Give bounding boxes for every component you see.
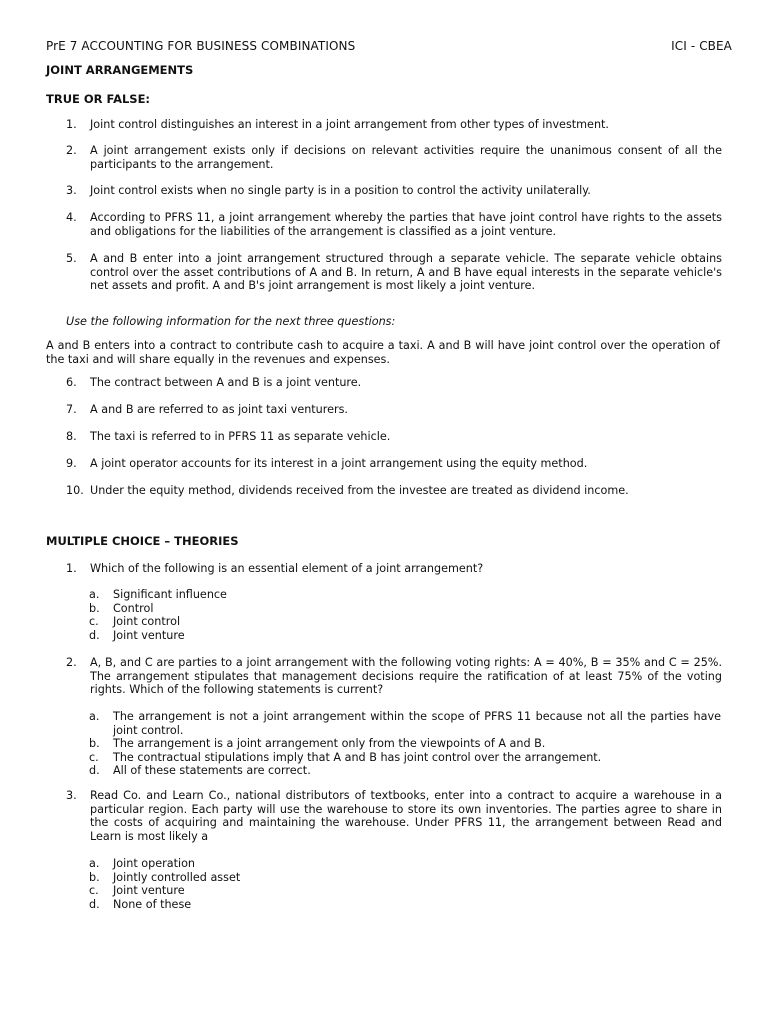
option-letter: a.	[89, 710, 100, 723]
tf-item	[66, 430, 722, 444]
option-letter: b.	[89, 601, 100, 615]
option-text: Control	[113, 601, 154, 615]
question-text: Read Co. and Learn Co., national distributors of textbooks, enter into a contract to acquire a warehouse in a particular region. Each party will use the warehouse to store its own inventories. The parties agree to share in the costs of acquiring and maintaining the warehouse. Under PFRS 11, the arrangement between Read and Learn is most likely a	[90, 789, 722, 843]
item-text: The taxi is referred to in PFRS 11 as separate vehicle.	[90, 430, 391, 443]
item-text: Joint control distinguishes an interest in a joint arrangement from other types of investment.	[90, 118, 609, 131]
option-letter: d.	[89, 897, 100, 911]
item-number: 1.	[66, 118, 77, 131]
mc-question	[66, 562, 722, 576]
item-number: 3.	[66, 184, 77, 197]
item-number: 8.	[66, 430, 77, 443]
instructions-text: Use the following information for the next three questions:	[66, 315, 396, 328]
case-paragraph: A and B enters into a contract to contribute cash to acquire a taxi. A and B will have joint control over the operation of the taxi and will share equally in the revenues and expenses.	[46, 339, 720, 366]
answer-option	[89, 871, 721, 885]
option-letter: c.	[89, 615, 99, 629]
tf-item	[66, 118, 722, 132]
answer-option	[89, 857, 721, 871]
item-text: A joint arrangement exists only if decisions on relevant activities require the unanimous consent of all the participants to the arrangement.	[90, 144, 722, 171]
option-text: All of these statements are correct.	[113, 764, 311, 778]
answer-options	[89, 710, 721, 778]
answer-option	[89, 588, 721, 602]
option-letter: a.	[89, 857, 100, 870]
multiple-choice-heading: MULTIPLE CHOICE – THEORIES	[46, 534, 239, 548]
answer-option	[89, 629, 721, 643]
mc-question	[66, 656, 722, 697]
option-text: None of these	[113, 897, 192, 911]
answer-option	[89, 884, 721, 898]
item-number: 10.	[66, 484, 84, 497]
option-text: Joint control	[113, 615, 181, 629]
item-number: 9.	[66, 457, 77, 470]
option-text: Joint operation	[113, 857, 195, 870]
item-text: A joint operator accounts for its interest in a joint arrangement using the equity method.	[90, 457, 588, 470]
tf-item	[66, 252, 722, 293]
option-text: The arrangement is not a joint arrangement within the scope of PFRS 11 because not all the parties have joint control.	[113, 710, 721, 737]
option-letter: d.	[89, 764, 100, 778]
answer-option	[89, 615, 721, 629]
option-text: Joint venture	[113, 884, 185, 898]
option-letter: d.	[89, 628, 100, 642]
item-text: Under the equity method, dividends received from the investee are treated as dividend income.	[90, 484, 629, 497]
page-header	[46, 40, 732, 54]
option-text: Jointly controlled asset	[113, 870, 241, 884]
institution-label: ICI - CBEA	[671, 39, 732, 53]
tf-item	[66, 144, 722, 171]
item-text: Joint control exists when no single party is in a position to control the activity unilaterally.	[90, 184, 591, 197]
option-text: Significant influence	[113, 588, 227, 601]
option-letter: b.	[89, 737, 100, 751]
item-number: 7.	[66, 403, 77, 416]
answer-option	[89, 602, 721, 616]
question-text: A, B, and C are parties to a joint arrangement with the following voting rights: A = 40%, B = 35% and C = 25%. The arrangement stipulates that management decisions require the ratification of at least 75% of the voting rights. Which of the following statements is current?	[90, 656, 722, 697]
answer-option	[89, 898, 721, 912]
true-false-heading: TRUE OR FALSE:	[46, 92, 151, 106]
question-number: 3.	[66, 789, 77, 802]
item-text: A and B are referred to as joint taxi venturers.	[90, 403, 348, 416]
answer-option	[89, 751, 721, 765]
item-number: 4.	[66, 211, 77, 224]
item-number: 5.	[66, 252, 77, 265]
tf-item	[66, 184, 722, 198]
option-text: The contractual stipulations imply that A and B has joint control over the arrangement.	[113, 750, 602, 764]
section-title: JOINT ARRANGEMENTS	[46, 63, 194, 77]
tf-item	[66, 403, 722, 417]
option-letter: c.	[89, 884, 99, 898]
item-number: 6.	[66, 376, 77, 389]
item-text: According to PFRS 11, a joint arrangement whereby the parties that have joint control have rights to the assets and obligations for the liabilities of the arrangement is classified as a joint venture.	[90, 211, 722, 238]
answer-option	[89, 737, 721, 751]
tf-item	[66, 211, 722, 238]
question-text: Which of the following is an essential element of a joint arrangement?	[90, 562, 484, 575]
mc-question	[66, 789, 722, 843]
option-letter: b.	[89, 870, 100, 884]
tf-item	[66, 484, 722, 498]
option-text: Joint venture	[113, 628, 185, 642]
question-number: 1.	[66, 562, 77, 575]
option-letter: a.	[89, 588, 100, 601]
answer-option	[89, 710, 721, 737]
option-text: The arrangement is a joint arrangement only from the viewpoints of A and B.	[113, 737, 546, 751]
answer-option	[89, 764, 721, 778]
option-letter: c.	[89, 750, 99, 764]
answer-options	[89, 588, 721, 642]
item-text: A and B enter into a joint arrangement structured through a separate vehicle. The separate vehicle obtains control over the asset contributions of A and B. In return, A and B have equal interests in the separate vehicle's net assets and profit. A and B's joint arrangement is most likely a joint venture.	[90, 252, 722, 293]
question-number: 2.	[66, 656, 77, 669]
item-text: The contract between A and B is a joint venture.	[90, 376, 362, 389]
course-title: PrE 7 ACCOUNTING FOR BUSINESS COMBINATIONS	[46, 39, 356, 53]
item-number: 2.	[66, 144, 77, 157]
tf-item	[66, 457, 722, 471]
tf-item	[66, 376, 722, 390]
answer-options	[89, 857, 721, 911]
